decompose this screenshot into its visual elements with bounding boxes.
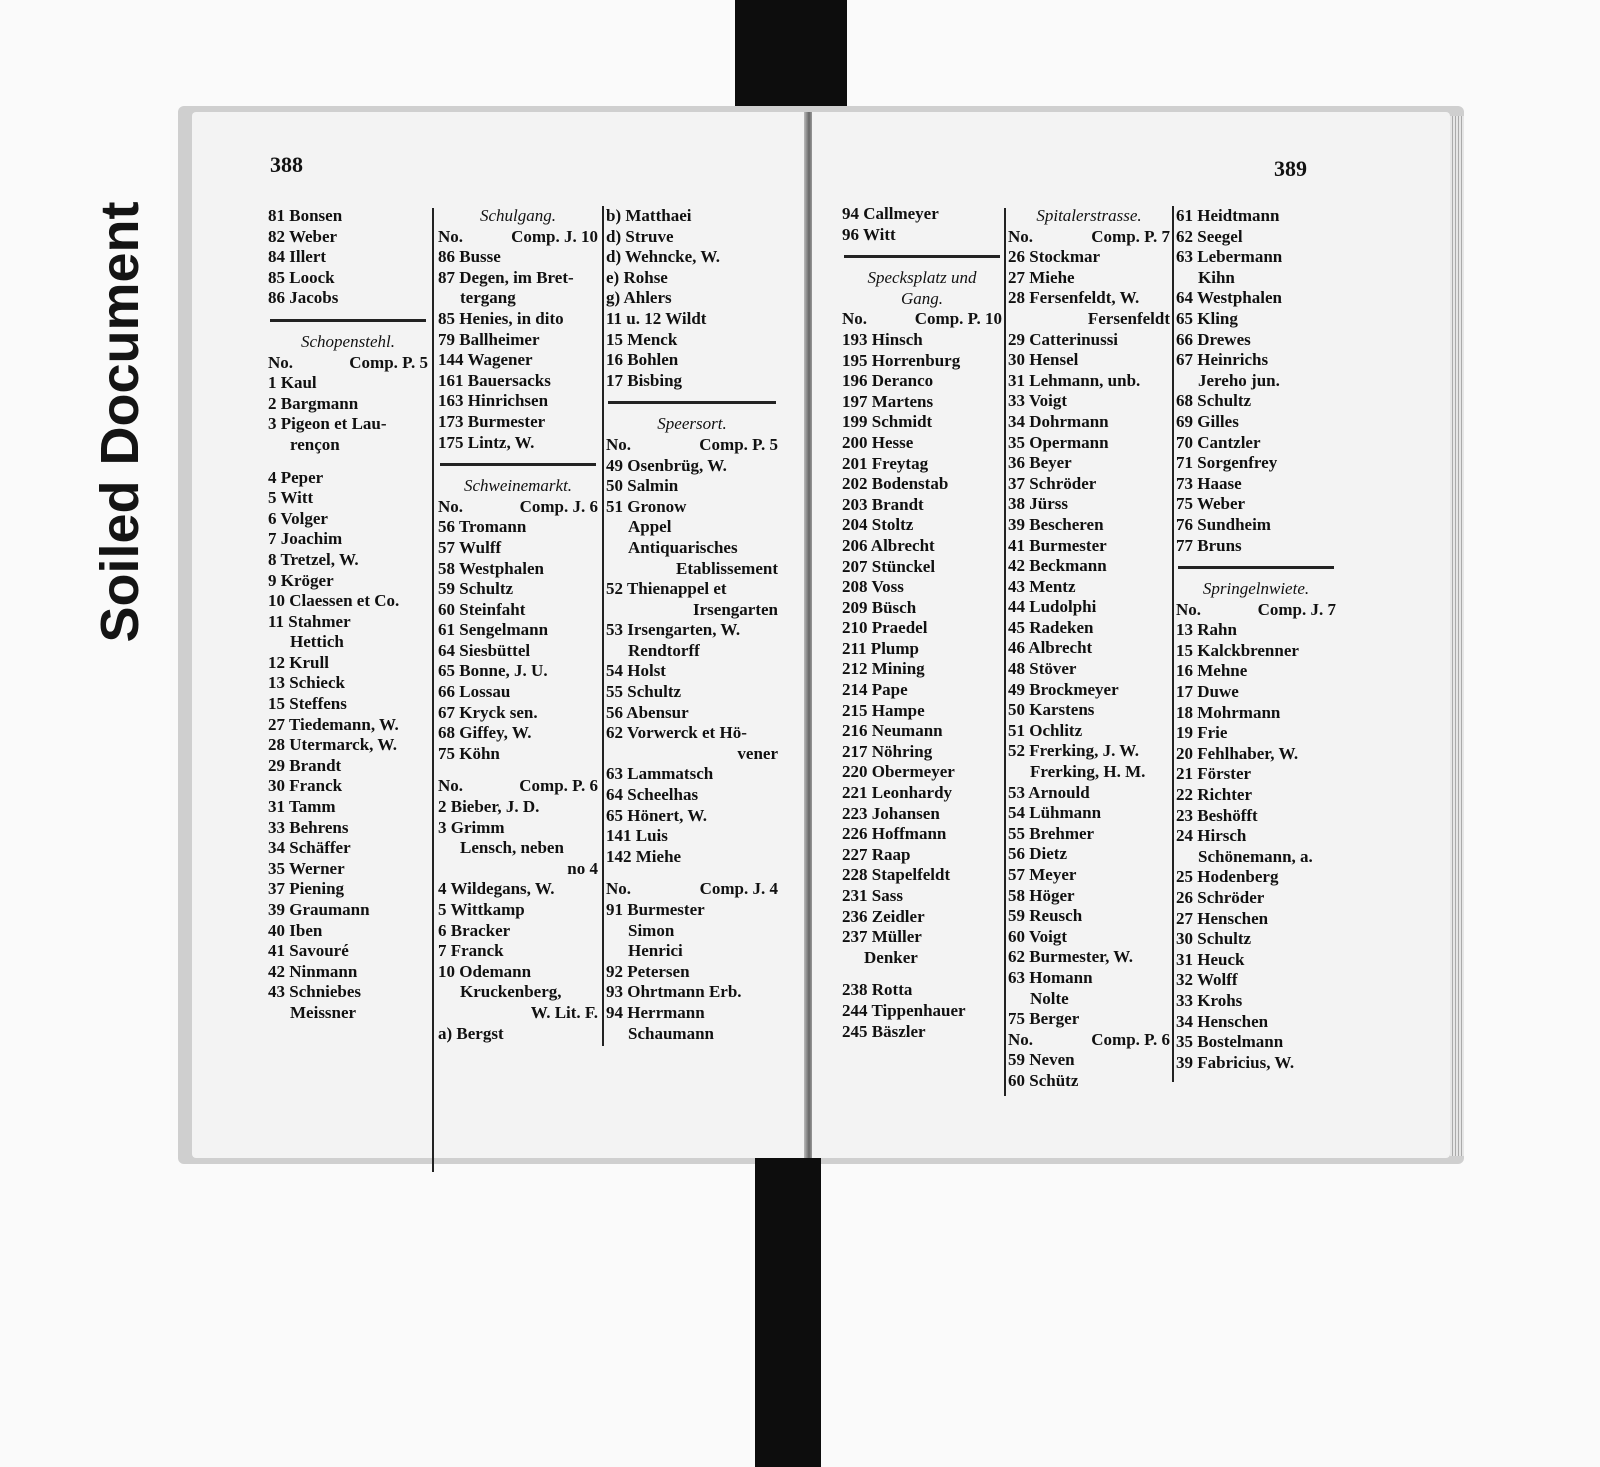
directory-entry: 43 Mentz xyxy=(1008,576,1076,596)
directory-entry: 37 Schröder xyxy=(1008,473,1097,493)
spacer xyxy=(438,764,598,776)
directory-entry: 62 Seegel xyxy=(1176,226,1243,246)
entry-continuation: Frerking, H. M. xyxy=(1030,762,1146,782)
directory-entry: 27 Miehe xyxy=(1008,267,1075,287)
directory-entry: 203 Brandt xyxy=(842,494,924,514)
directory-entry: 42 Ninmann xyxy=(268,961,358,981)
open-book xyxy=(178,106,1464,1164)
directory-entry: 28 Fersenfeldt, W. xyxy=(1008,288,1140,308)
directory-entry: 15 Kalckbrenner xyxy=(1176,640,1299,660)
entry-continuation: Denker xyxy=(864,947,918,967)
binding-strap-top xyxy=(735,0,847,110)
directory-entry: g) Ahlers xyxy=(606,288,672,308)
directory-entry: 66 Drewes xyxy=(1176,329,1251,349)
directory-entry: 208 Voss xyxy=(842,577,904,597)
directory-entry: 75 Weber xyxy=(1176,494,1246,514)
right-column-2 xyxy=(1008,206,1170,1092)
directory-entry: 40 Iben xyxy=(268,920,323,940)
street-heading: Spitalerstrasse. xyxy=(1036,206,1142,225)
right-column-3 xyxy=(1176,206,1336,1073)
directory-entry: 200 Hesse xyxy=(842,432,914,452)
directory-entry: 56 Abensur xyxy=(606,702,689,722)
directory-entry: 34 Henschen xyxy=(1176,1011,1269,1031)
directory-entry: 48 Stöver xyxy=(1008,659,1077,679)
entry-continuation: Irsengarten xyxy=(693,599,778,619)
entry-continuation: Meissner xyxy=(290,1002,357,1022)
directory-entry: 142 Miehe xyxy=(606,846,682,866)
directory-entry: 11 Stahmer xyxy=(268,611,351,631)
directory-entry: 54 Holst xyxy=(606,661,666,681)
entry-continuation: Fersenfeldt xyxy=(1087,308,1170,328)
directory-entry: 58 Höger xyxy=(1008,885,1075,905)
directory-entry: 92 Petersen xyxy=(606,961,690,981)
column-divider xyxy=(432,208,434,1172)
directory-entry: b) Matthaei xyxy=(606,206,692,225)
number-label: No. xyxy=(1008,226,1034,246)
directory-entry: 63 Homann xyxy=(1008,967,1093,987)
directory-entry: 7 Franck xyxy=(438,941,504,961)
directory-entry: d) Wehncke, W. xyxy=(606,247,721,267)
directory-entry: 175 Lintz, W. xyxy=(438,432,535,452)
column-divider xyxy=(1004,208,1006,1096)
directory-entry: 94 Callmeyer xyxy=(842,204,939,223)
directory-entry: 85 Henies, in dito xyxy=(438,308,564,328)
street-heading: Speersort. xyxy=(657,414,727,434)
directory-entry: 81 Bonsen xyxy=(268,206,343,225)
directory-entry: 66 Lossau xyxy=(438,682,511,702)
company-label: Comp. P. 7 xyxy=(1091,226,1170,246)
directory-entry: 245 Bäszler xyxy=(842,1021,926,1041)
directory-entry: 197 Martens xyxy=(842,391,934,411)
entry-continuation: Simon xyxy=(628,920,675,940)
directory-entry: 52 Frerking, J. W. xyxy=(1008,741,1139,761)
directory-entry: 58 Westphalen xyxy=(438,558,544,578)
directory-entry: 141 Luis xyxy=(606,826,668,846)
street-heading: Schweinemarkt. xyxy=(463,476,573,496)
directory-entry: 10 Odemann xyxy=(438,961,532,981)
left-column-3 xyxy=(606,206,778,1044)
directory-entry: e) Rohse xyxy=(606,267,668,287)
directory-entry: 39 Graumann xyxy=(268,900,370,919)
spacer xyxy=(842,968,1002,980)
directory-entry: 196 Deranco xyxy=(842,371,934,391)
directory-entry: 68 Giffey, W. xyxy=(438,723,532,743)
directory-entry: 201 Freytag xyxy=(842,453,929,473)
directory-entry: 30 Franck xyxy=(268,776,343,796)
directory-entry: 214 Pape xyxy=(842,680,908,700)
directory-entry: 20 Fehlhaber, W. xyxy=(1176,743,1299,763)
directory-entry: 212 Mining xyxy=(842,659,925,679)
section-rule xyxy=(1178,566,1334,569)
directory-entry: 5 Wittkamp xyxy=(438,900,525,919)
directory-entry: 50 Karstens xyxy=(1008,700,1095,720)
company-label: Comp. P. 6 xyxy=(519,776,598,796)
directory-entry: 33 Behrens xyxy=(268,817,349,837)
directory-entry: 36 Beyer xyxy=(1008,453,1072,473)
directory-entry: 75 Berger xyxy=(1008,1009,1080,1029)
directory-entry: 86 Jacobs xyxy=(268,288,339,308)
column-divider xyxy=(1172,206,1174,1082)
street-heading: Schopenstehl. xyxy=(301,331,395,351)
directory-entry: 220 Obermeyer xyxy=(842,762,955,782)
directory-entry: 64 Scheelhas xyxy=(606,785,699,805)
directory-entry: 91 Burmester xyxy=(606,900,705,919)
directory-entry: 144 Wagener xyxy=(438,350,533,370)
directory-entry: 223 Johansen xyxy=(842,803,940,823)
directory-entry: 32 Wolff xyxy=(1176,970,1238,990)
number-label: No. xyxy=(438,776,464,796)
directory-entry: 215 Hampe xyxy=(842,700,925,720)
directory-entry: 7 Joachim xyxy=(268,529,343,549)
number-label: No. xyxy=(1008,1029,1034,1049)
directory-entry: 5 Witt xyxy=(268,488,314,508)
street-heading: Schulgang. xyxy=(479,206,557,225)
directory-entry: 46 Albrecht xyxy=(1008,638,1093,658)
directory-entry: 206 Albrecht xyxy=(842,535,935,555)
directory-entry: 38 Jürss xyxy=(1008,494,1068,514)
directory-entry: 75 Köhn xyxy=(438,743,500,763)
directory-entry: 30 Hensel xyxy=(1008,350,1079,370)
directory-entry: 39 Bescheren xyxy=(1008,514,1104,534)
spacer xyxy=(268,456,428,468)
directory-entry: 51 Ochlitz xyxy=(1008,720,1083,740)
directory-entry: 55 Schultz xyxy=(606,682,682,702)
directory-entry: 70 Cantzler xyxy=(1176,432,1261,452)
directory-entry: 29 Brandt xyxy=(268,755,342,775)
directory-entry: 173 Burmester xyxy=(438,411,546,431)
directory-entry: a) Bergst xyxy=(438,1023,504,1043)
directory-entry: 42 Beckmann xyxy=(1008,556,1107,576)
directory-entry: 96 Witt xyxy=(842,224,896,244)
directory-entry: 76 Sundheim xyxy=(1176,514,1271,534)
directory-entry: 60 Schütz xyxy=(1008,1070,1079,1090)
directory-entry: 25 Hodenberg xyxy=(1176,867,1279,887)
entry-continuation: renҫon xyxy=(290,434,340,454)
directory-entry: 65 Hönert, W. xyxy=(606,805,708,825)
company-label: Comp. P. 10 xyxy=(914,309,1002,329)
number-label: No. xyxy=(842,309,868,329)
number-label: No. xyxy=(1176,599,1202,619)
directory-entry: 77 Bruns xyxy=(1176,535,1242,555)
directory-entry: 57 Wulff xyxy=(438,537,502,557)
company-label: Comp. P. 5 xyxy=(349,352,428,372)
directory-entry: 64 Westphalen xyxy=(1176,288,1282,308)
entry-continuation: Etablissement xyxy=(676,558,778,578)
entry-continuation: Appel xyxy=(628,517,672,537)
directory-entry: 13 Schieck xyxy=(268,673,345,693)
directory-entry: 3 Pigeon et Lau- xyxy=(268,414,387,434)
directory-entry: 35 Bostelmann xyxy=(1176,1032,1284,1052)
directory-entry: 18 Mohrmann xyxy=(1176,702,1281,722)
entry-continuation: Jereho jun. xyxy=(1198,370,1280,390)
directory-entry: 8 Tretzel, W. xyxy=(268,549,359,569)
directory-entry: 217 Nöhring xyxy=(842,741,933,761)
right-column-1 xyxy=(842,204,1002,1042)
directory-entry: 56 Tromann xyxy=(438,517,527,537)
directory-entry: 50 Salmin xyxy=(606,476,679,496)
directory-entry: 73 Haase xyxy=(1176,473,1242,493)
directory-entry: 27 Tiedemann, W. xyxy=(268,714,399,734)
number-label: No. xyxy=(268,352,294,372)
column-header xyxy=(842,309,1002,330)
directory-entry: 236 Zeidler xyxy=(842,906,925,926)
directory-entry: 30 Schultz xyxy=(1176,929,1252,949)
directory-entry: 37 Piening xyxy=(268,879,345,899)
directory-entry: 39 Fabricius, W. xyxy=(1176,1052,1295,1072)
directory-entry: 29 Catterinussi xyxy=(1008,329,1119,349)
directory-entry: 207 Stünckel xyxy=(842,556,936,576)
directory-entry: 68 Schultz xyxy=(1176,391,1252,411)
section-rule xyxy=(608,401,776,404)
spacer xyxy=(606,867,778,879)
directory-entry: 17 Duwe xyxy=(1176,682,1239,702)
directory-entry: 28 Utermarck, W. xyxy=(268,735,398,755)
directory-entry: 238 Rotta xyxy=(842,980,913,1000)
directory-entry: 19 Frie xyxy=(1176,723,1228,743)
directory-entry: 6 Volger xyxy=(268,508,328,528)
entry-continuation: Nolte xyxy=(1030,988,1069,1008)
directory-entry: 2 Bieber, J. D. xyxy=(438,797,540,817)
directory-entry: 85 Loock xyxy=(268,267,335,287)
directory-entry: 195 Horrenburg xyxy=(842,350,961,370)
directory-entry: d) Struve xyxy=(606,226,674,246)
directory-entry: 17 Bisbing xyxy=(606,370,683,390)
directory-entry: 59 Reusch xyxy=(1008,906,1083,926)
directory-entry: 41 Burmester xyxy=(1008,535,1107,555)
directory-entry: 211 Plump xyxy=(842,638,919,658)
company-label: Comp. J. 4 xyxy=(699,879,778,899)
directory-entry: 67 Kryck sen. xyxy=(438,702,538,722)
directory-entry: 163 Hinrichsen xyxy=(438,391,549,411)
directory-entry: 26 Schröder xyxy=(1176,888,1265,907)
column-header xyxy=(438,227,598,248)
directory-entry: 61 Heidtmann xyxy=(1176,206,1280,225)
entry-continuation: Henrici xyxy=(628,941,683,961)
directory-entry: 13 Rahn xyxy=(1176,620,1237,640)
number-label: No. xyxy=(606,879,632,899)
entry-continuation: tergang xyxy=(460,288,516,308)
company-label: Comp. J. 10 xyxy=(511,226,598,246)
entry-continuation: vener xyxy=(737,743,778,763)
directory-entry: 31 Lehmann, unb. xyxy=(1008,370,1141,390)
entry-continuation: Schaumann xyxy=(628,1023,714,1043)
directory-entry: 84 Illert xyxy=(268,247,327,267)
directory-entry: 31 Tamm xyxy=(268,797,336,817)
directory-entry: 34 Schäffer xyxy=(268,838,351,858)
entry-continuation: Hettich xyxy=(290,632,344,652)
directory-entry: 93 Ohrtmann Erb. xyxy=(606,982,742,1002)
directory-entry: 65 Kling xyxy=(1176,308,1238,328)
directory-entry: 67 Heinrichs xyxy=(1176,350,1269,370)
entry-continuation: Kruckenberg, xyxy=(460,982,562,1002)
directory-entry: 35 Werner xyxy=(268,858,345,878)
directory-entry: 3 Grimm xyxy=(438,817,505,837)
directory-entry: 15 Menck xyxy=(606,329,678,349)
directory-entry: 62 Vorwerck et Hö- xyxy=(606,723,747,743)
number-label: No. xyxy=(438,496,464,516)
directory-entry: 227 Raap xyxy=(842,844,911,864)
directory-entry: 244 Tippenhauer xyxy=(842,1000,966,1020)
section-rule xyxy=(844,255,1000,258)
left-column-2 xyxy=(438,206,598,1044)
company-label: Comp. J. 6 xyxy=(519,496,598,516)
directory-entry: 57 Meyer xyxy=(1008,865,1077,884)
directory-entry: 41 Savouré xyxy=(268,941,349,961)
directory-entry: 59 Neven xyxy=(1008,1050,1075,1070)
directory-entry: 226 Hoffmann xyxy=(842,824,947,844)
directory-entry: 69 Gilles xyxy=(1176,411,1239,431)
directory-entry: 51 Gronow xyxy=(606,496,687,516)
right-page xyxy=(812,112,1450,1158)
directory-entry: 63 Lebermann xyxy=(1176,247,1283,267)
entry-continuation: Lensch, neben xyxy=(460,838,564,858)
column-header xyxy=(438,776,598,797)
section-rule xyxy=(270,319,426,322)
entry-continuation: Kihn xyxy=(1198,267,1235,287)
street-heading: Springelnwiete. xyxy=(1202,579,1310,599)
entry-continuation: Rendtorff xyxy=(628,640,700,660)
directory-entry: 22 Richter xyxy=(1176,785,1253,805)
directory-entry: 16 Bohlen xyxy=(606,350,679,370)
number-label: No. xyxy=(438,226,464,246)
directory-entry: 62 Burmester, W. xyxy=(1008,947,1133,967)
street-heading: Specksplatz und xyxy=(867,268,977,288)
directory-entry: 4 Peper xyxy=(268,467,324,487)
page-edges xyxy=(1450,116,1464,1156)
directory-entry: 35 Opermann xyxy=(1008,432,1109,452)
directory-entry: 79 Ballheimer xyxy=(438,329,540,349)
directory-entry: 43 Schniebes xyxy=(268,982,362,1002)
directory-entry: 216 Neumann xyxy=(842,721,943,741)
directory-entry: 56 Dietz xyxy=(1008,844,1068,864)
soiled-document-stamp: Soiled Document xyxy=(90,201,150,643)
directory-entry: 2 Bargmann xyxy=(268,393,359,413)
column-header xyxy=(1008,227,1170,248)
column-header xyxy=(606,879,778,900)
directory-entry: 64 Siesbüttel xyxy=(438,640,531,660)
directory-entry: 202 Bodenstab xyxy=(842,474,949,494)
directory-entry: 34 Dohrmann xyxy=(1008,411,1109,431)
number-label: No. xyxy=(606,434,632,454)
column-header xyxy=(268,353,428,374)
directory-entry: 53 Irsengarten, W. xyxy=(606,620,741,640)
directory-entry: 199 Schmidt xyxy=(842,412,933,432)
column-divider xyxy=(602,206,604,1046)
directory-entry: 52 Thienappel et xyxy=(606,579,727,599)
column-header xyxy=(1176,600,1336,621)
directory-entry: 55 Brehmer xyxy=(1008,823,1095,843)
entry-continuation: Schönemann, a. xyxy=(1198,846,1313,866)
directory-entry: 161 Bauersacks xyxy=(438,370,551,390)
company-label: Comp. P. 5 xyxy=(699,434,778,454)
directory-entry: 33 Krohs xyxy=(1176,990,1243,1010)
entry-continuation: Antiquarisches xyxy=(628,537,738,557)
section-rule xyxy=(440,463,596,466)
directory-entry: 86 Busse xyxy=(438,247,501,267)
column-header xyxy=(438,497,598,518)
directory-entry: 4 Wildegans, W. xyxy=(438,879,555,899)
directory-entry: 15 Steffens xyxy=(268,694,347,714)
directory-entry: 49 Osenbrüg, W. xyxy=(606,455,727,475)
directory-entry: 53 Arnould xyxy=(1008,782,1090,802)
directory-entry: 49 Brockmeyer xyxy=(1008,679,1119,699)
directory-entry: 204 Stoltz xyxy=(842,515,914,535)
directory-entry: 237 Müller xyxy=(842,927,922,947)
page-number-left: 388 xyxy=(270,152,303,177)
page-number-right: 389 xyxy=(1274,156,1307,181)
directory-entry: 228 Stapelfeldt xyxy=(842,865,951,885)
directory-entry: 44 Ludolphi xyxy=(1008,597,1097,617)
directory-entry: 60 Voigt xyxy=(1008,926,1068,946)
street-heading: Gang. xyxy=(900,288,944,308)
directory-entry: 23 Beshöfft xyxy=(1176,805,1258,825)
column-header xyxy=(1008,1030,1170,1051)
directory-entry: 6 Bracker xyxy=(438,920,511,940)
directory-entry: 54 Lühmann xyxy=(1008,803,1102,823)
company-label: Comp. P. 6 xyxy=(1091,1029,1170,1049)
directory-entry: 193 Hinsch xyxy=(842,329,923,349)
directory-entry: 210 Praedel xyxy=(842,618,928,638)
left-column-1 xyxy=(268,206,428,1024)
directory-entry: 24 Hirsch xyxy=(1176,826,1247,846)
directory-entry: 12 Krull xyxy=(268,652,329,672)
directory-entry: 221 Leonhardy xyxy=(842,783,953,803)
directory-entry: 65 Bonne, J. U. xyxy=(438,661,548,681)
directory-entry: 9 Kröger xyxy=(268,570,334,590)
directory-entry: 59 Schultz xyxy=(438,579,514,599)
binding-strap-bottom xyxy=(755,1158,821,1467)
entry-continuation: no 4 xyxy=(567,858,598,878)
directory-entry: 231 Sass xyxy=(842,886,903,905)
directory-entry: 209 Büsch xyxy=(842,597,917,617)
directory-entry: 10 Claessen et Co. xyxy=(268,591,400,611)
directory-entry: 60 Steinfaht xyxy=(438,599,526,619)
directory-entry: 33 Voigt xyxy=(1008,391,1068,411)
column-header xyxy=(606,435,778,456)
directory-entry: 21 Förster xyxy=(1176,764,1252,784)
directory-entry: 61 Sengelmann xyxy=(438,620,549,640)
company-label: Comp. J. 7 xyxy=(1257,599,1336,619)
directory-entry: 45 Radeken xyxy=(1008,617,1094,637)
directory-entry: 63 Lammatsch xyxy=(606,764,714,784)
directory-entry: 26 Stockmar xyxy=(1008,247,1101,267)
directory-entry: 1 Kaul xyxy=(268,373,317,393)
directory-entry: 87 Degen, im Bret- xyxy=(438,267,574,287)
directory-entry: 71 Sorgenfrey xyxy=(1176,453,1278,473)
directory-entry: 31 Heuck xyxy=(1176,949,1245,969)
directory-entry: 94 Herrmann xyxy=(606,1002,705,1022)
directory-entry: 27 Henschen xyxy=(1176,908,1269,928)
entry-continuation: W. Lit. F. xyxy=(530,1002,598,1022)
directory-entry: 16 Mehne xyxy=(1176,661,1248,681)
left-page xyxy=(192,112,806,1158)
directory-entry: 82 Weber xyxy=(268,226,338,246)
directory-entry: 11 u. 12 Wildt xyxy=(606,308,707,328)
